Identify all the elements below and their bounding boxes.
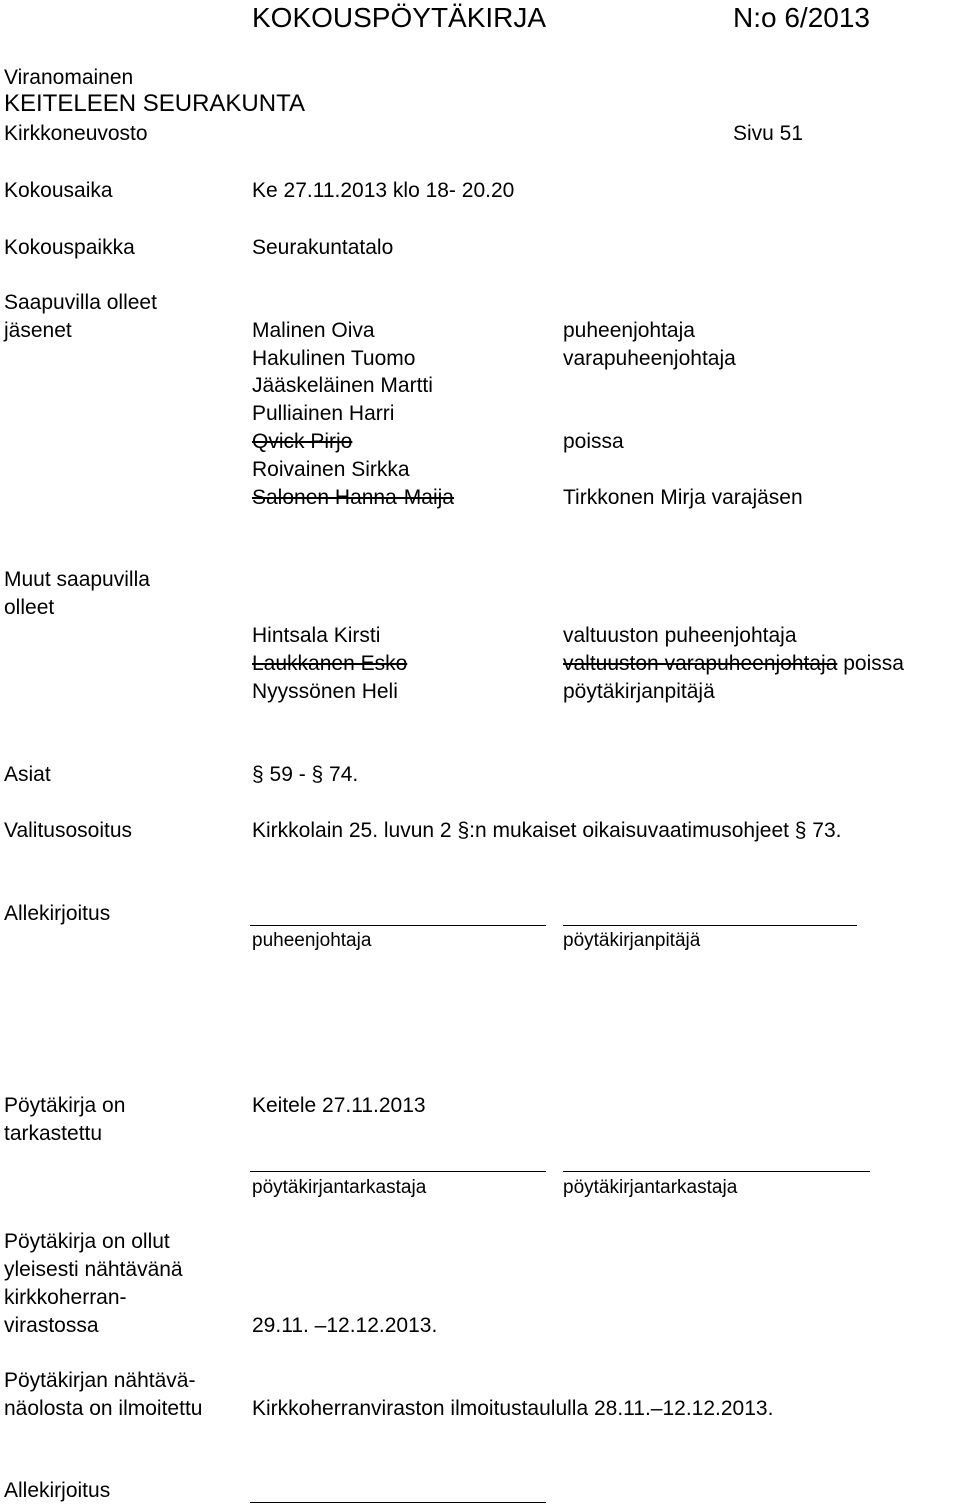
review-value: Keitele 27.11.2013	[252, 1094, 426, 1117]
review-caption-2: pöytäkirjantarkastaja	[563, 1177, 738, 1198]
matters-label: Asiat	[4, 763, 51, 786]
members-label-line2: jäsenet	[4, 319, 72, 342]
signature-caption-chair: puheenjohtaja	[252, 930, 372, 951]
member-name: Roivainen Sirkka	[252, 458, 410, 481]
member-name: Malinen Oiva	[252, 319, 375, 342]
members-label-line1: Saapuvilla olleet	[4, 291, 157, 314]
review-label-line2: tarkastettu	[4, 1122, 103, 1145]
signature-line-chair	[250, 925, 546, 926]
signature-line-secretary	[563, 925, 857, 926]
other-name-struck: Laukkanen Esko	[252, 652, 408, 675]
display-value: 29.11. –12.12.2013.	[252, 1314, 438, 1337]
member-role: varapuheenjohtaja	[563, 347, 736, 370]
member-name: Pulliainen Harri	[252, 402, 395, 425]
display-label-line1: Pöytäkirja on ollut	[4, 1230, 170, 1253]
others-label-line2: olleet	[4, 596, 55, 619]
review-caption-1: pöytäkirjantarkastaja	[252, 1177, 427, 1198]
meeting-place-value: Seurakuntatalo	[252, 236, 394, 259]
meeting-place-label: Kokouspaikka	[4, 236, 135, 259]
matters-value: § 59 - § 74.	[252, 763, 359, 786]
display-label-line2: yleisesti nähtävänä	[4, 1258, 183, 1281]
final-signature-label: Allekirjoitus	[4, 1479, 111, 1502]
other-name: Hintsala Kirsti	[252, 624, 381, 647]
other-role-struck: valtuuston varapuheenjohtaja	[563, 652, 838, 675]
document-number: N:o 6/2013	[733, 2, 870, 33]
signature-caption-secretary: pöytäkirjanpitäjä	[563, 930, 701, 951]
member-role: poissa	[563, 430, 624, 453]
other-name: Nyyssönen Heli	[252, 680, 398, 703]
signature-line-reviewer-2	[563, 1171, 870, 1172]
other-absent-note: poissa	[843, 652, 904, 675]
display-label-line3: kirkkoherran-	[4, 1286, 127, 1309]
notice-label-line1: Pöytäkirjan nähtävä-	[4, 1369, 196, 1392]
notice-label-line2: näolosta on ilmoitettu	[4, 1397, 203, 1420]
member-name: Jääskeläinen Martti	[252, 374, 433, 397]
member-name-struck: Qvick Pirjo	[252, 430, 353, 453]
page-number: Sivu 51	[733, 122, 804, 145]
notice-value: Kirkkoherranviraston ilmoitustaululla 28.11.–12.12.2013.	[252, 1397, 774, 1420]
authority-label: Viranomainen	[4, 66, 134, 89]
member-name: Hakulinen Tuomo	[252, 347, 416, 370]
document-title: KOKOUSPÖYTÄKIRJA	[252, 2, 547, 33]
body-name: Kirkkoneuvosto	[4, 122, 148, 145]
member-role: puheenjohtaja	[563, 319, 695, 342]
appeal-value: Kirkkolain 25. luvun 2 §:n mukaiset oikaisuvaatimusohjeet § 73.	[252, 819, 842, 842]
other-role-row	[563, 652, 904, 676]
final-signature-line	[250, 1502, 546, 1503]
member-name-struck: Salonen Hanna-Maija	[252, 486, 454, 509]
organization-name: KEITELEEN SEURAKUNTA	[4, 90, 305, 117]
meeting-time-value: Ke 27.11.2013 klo 18- 20.20	[252, 179, 515, 202]
signature-line-reviewer-1	[250, 1171, 546, 1172]
other-role: pöytäkirjanpitäjä	[563, 680, 715, 703]
display-label-line4: virastossa	[4, 1314, 99, 1337]
review-label-line1: Pöytäkirja on	[4, 1094, 126, 1117]
appeal-label: Valitusosoitus	[4, 819, 133, 842]
signature-label: Allekirjoitus	[4, 902, 111, 925]
other-role: valtuuston puheenjohtaja	[563, 624, 797, 647]
meeting-time-label: Kokousaika	[4, 179, 113, 202]
member-substitute: Tirkkonen Mirja varajäsen	[563, 486, 803, 509]
others-label-line1: Muut saapuvilla	[4, 568, 150, 591]
